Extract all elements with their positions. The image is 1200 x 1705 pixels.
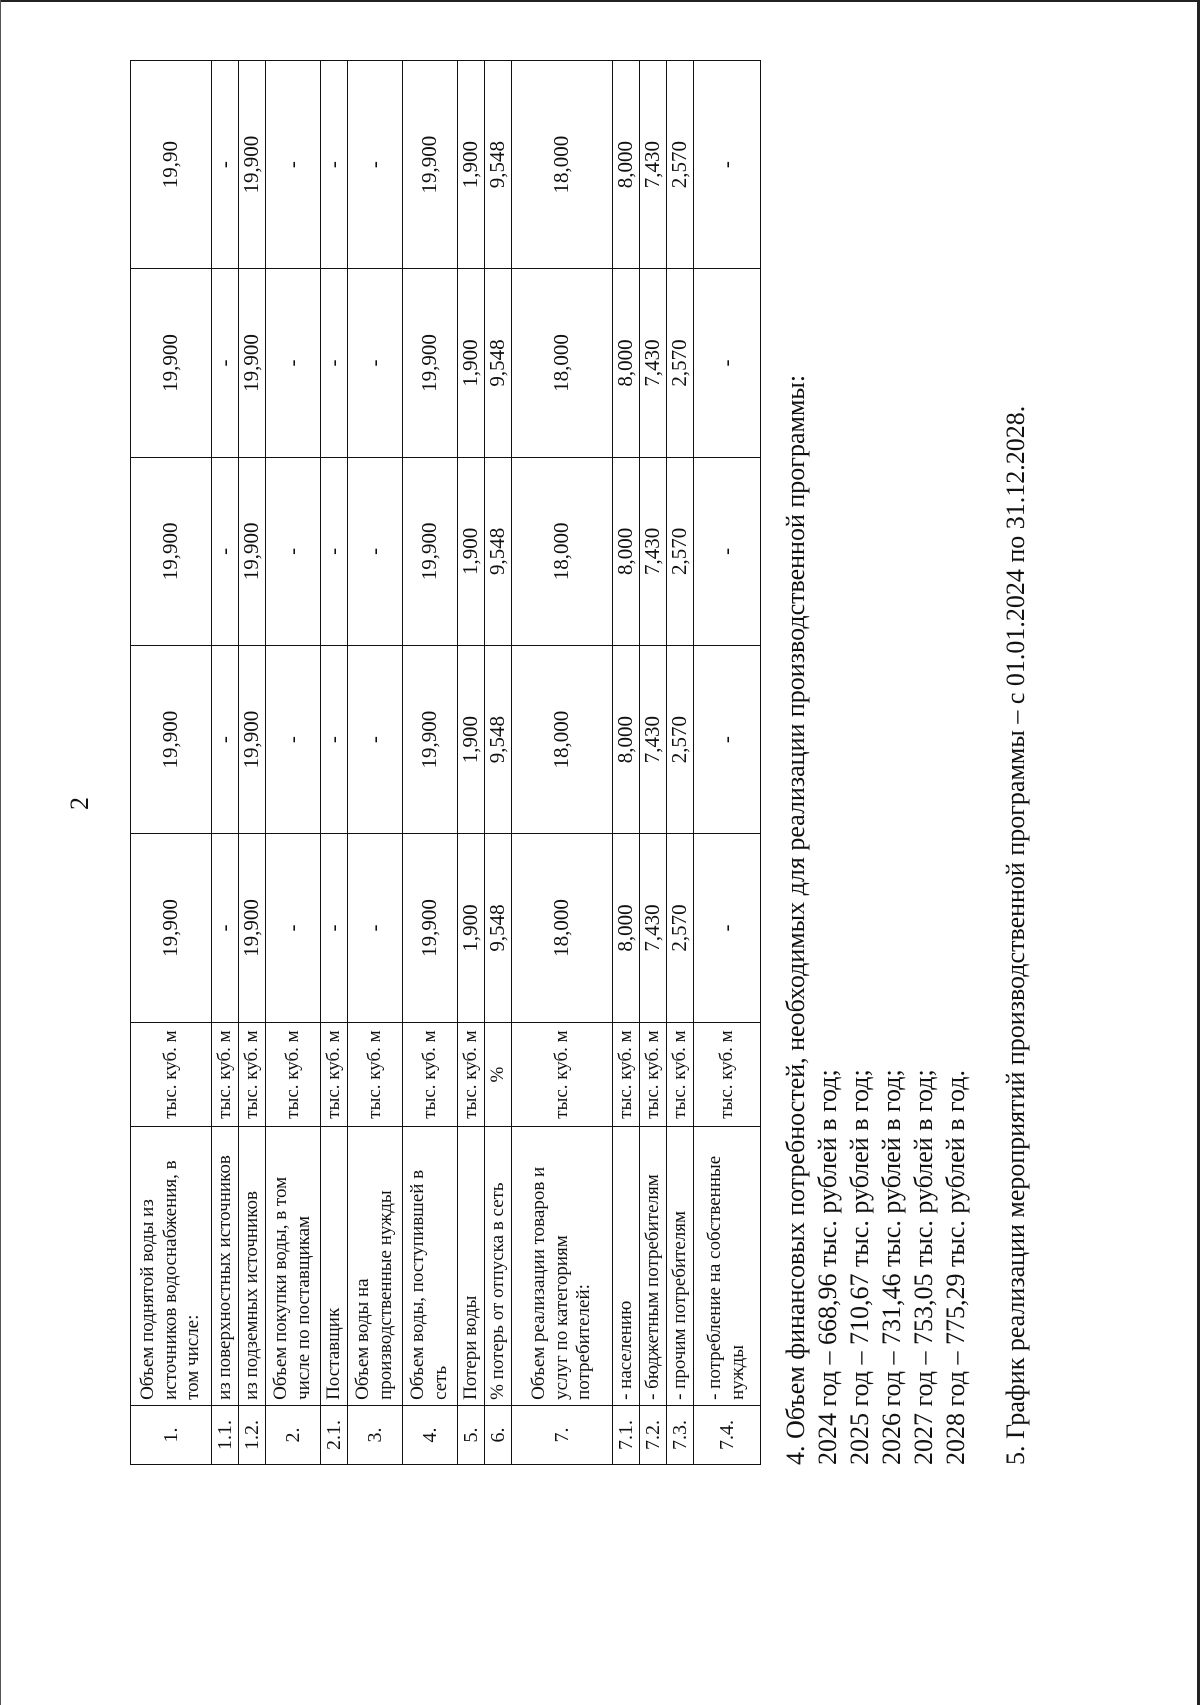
value-cell: -	[212, 269, 239, 457]
value-cell: 9,548	[485, 61, 512, 269]
unit-cell: тыс. куб. м	[640, 1022, 667, 1127]
table-row	[512, 61, 613, 1465]
table-row	[131, 61, 212, 1465]
unit-cell: тыс. куб. м	[212, 1022, 239, 1127]
row-number: 5.	[458, 1405, 485, 1464]
scan-edge-left	[0, 0, 1, 1705]
value-cell: 9,548	[485, 269, 512, 457]
value-cell: -	[321, 269, 348, 457]
table-row	[613, 61, 640, 1465]
value-cell: -	[266, 61, 321, 269]
indicator-name: - бюджетным потребителям	[640, 1127, 667, 1406]
row-number: 2.1.	[321, 1405, 348, 1464]
value-cell: 19,900	[403, 834, 458, 1022]
value-cell: -	[348, 61, 403, 269]
unit-cell: тыс. куб. м	[348, 1022, 403, 1127]
value-cell: 19,900	[131, 457, 212, 645]
value-cell: 8,000	[613, 457, 640, 645]
value-cell: 8,000	[613, 61, 640, 269]
unit-cell: тыс. куб. м	[667, 1022, 694, 1127]
value-cell: 1,900	[458, 645, 485, 833]
section-4-line: 2028 год – 775,29 тыс. рублей в год.	[941, 1070, 970, 1465]
unit-cell: тыс. куб. м	[613, 1022, 640, 1127]
value-cell: -	[348, 834, 403, 1022]
row-number: 7.2.	[640, 1405, 667, 1464]
value-cell: -	[212, 61, 239, 269]
table-row	[667, 61, 694, 1465]
value-cell: 9,548	[485, 645, 512, 833]
indicator-name: - населению	[613, 1127, 640, 1406]
row-number: 7.	[512, 1405, 613, 1464]
value-cell: -	[694, 834, 761, 1022]
unit-cell: тыс. куб. м	[458, 1022, 485, 1127]
value-cell: 18,000	[512, 645, 613, 833]
row-number: 2.	[266, 1405, 321, 1464]
value-cell: 19,900	[239, 61, 266, 269]
table-row	[239, 61, 266, 1465]
value-cell: 7,430	[640, 269, 667, 457]
section-4-line: 2024 год – 668,96 тыс. рублей в год;	[813, 1069, 842, 1465]
indicator-name: Поставщик	[321, 1127, 348, 1406]
value-cell: -	[321, 834, 348, 1022]
value-cell: 18,000	[512, 269, 613, 457]
row-number: 3.	[348, 1405, 403, 1464]
value-cell: -	[694, 645, 761, 833]
value-cell: -	[212, 457, 239, 645]
section-5-text: 5. График реализации мероприятий производственной программы – с 01.01.2024 по 31.12.2028.	[1001, 405, 1030, 1465]
value-cell: -	[321, 457, 348, 645]
unit-cell: тыс. куб. м	[512, 1022, 613, 1127]
value-cell: 1,900	[458, 834, 485, 1022]
value-cell: 19,900	[239, 834, 266, 1022]
value-cell: -	[348, 457, 403, 645]
value-cell: -	[694, 61, 761, 269]
unit-cell: тыс. куб. м	[403, 1022, 458, 1127]
value-cell: 19,900	[239, 457, 266, 645]
value-cell: -	[694, 269, 761, 457]
value-cell: 19,900	[239, 269, 266, 457]
value-cell: 18,000	[512, 61, 613, 269]
unit-cell: %	[485, 1022, 512, 1127]
section-4-line: 2026 год – 731,46 тыс. рублей в год;	[877, 1069, 906, 1465]
value-cell: 1,900	[458, 61, 485, 269]
unit-cell: тыс. куб. м	[131, 1022, 212, 1127]
table-row	[321, 61, 348, 1465]
row-number: 1.1.	[212, 1405, 239, 1464]
indicator-name: Объем покупки воды, в том числе по поставщикам	[266, 1127, 321, 1406]
production-table	[130, 60, 761, 1465]
section-5-schedule	[1000, 406, 1032, 1465]
row-number: 6.	[485, 1405, 512, 1464]
value-cell: -	[266, 834, 321, 1022]
row-number: 7.4.	[694, 1405, 761, 1464]
indicator-name: Объем реализации товаров и услуг по категориям потребителей:	[512, 1127, 613, 1406]
table-row	[458, 61, 485, 1465]
value-cell: 2,570	[667, 61, 694, 269]
value-cell: -	[321, 61, 348, 269]
value-cell: -	[212, 645, 239, 833]
value-cell: -	[348, 269, 403, 457]
indicator-name: Объем поднятой воды из источников водоснабжения, в том числе:	[131, 1127, 212, 1406]
section-4-line: 2027 год – 753,05 тыс. рублей в год;	[909, 1069, 938, 1465]
value-cell: 1,900	[458, 457, 485, 645]
value-cell: -	[266, 269, 321, 457]
value-cell: 19,90	[131, 61, 212, 269]
value-cell: 19,900	[403, 457, 458, 645]
rotated-page-content	[50, 30, 1110, 1680]
table-row	[403, 61, 458, 1465]
section-4-financial-needs	[780, 375, 972, 1465]
page-number: 2	[65, 797, 94, 810]
value-cell: 18,000	[512, 834, 613, 1022]
unit-cell: тыс. куб. м	[694, 1022, 761, 1127]
value-cell: 7,430	[640, 834, 667, 1022]
unit-cell: тыс. куб. м	[321, 1022, 348, 1127]
value-cell: 19,900	[131, 834, 212, 1022]
value-cell: 8,000	[613, 269, 640, 457]
scan-edge-top	[0, 0, 1200, 2]
value-cell: -	[348, 645, 403, 833]
indicator-name: % потерь от отпуска в сеть	[485, 1127, 512, 1406]
value-cell: 8,000	[613, 834, 640, 1022]
row-number: 7.3.	[667, 1405, 694, 1464]
table-row	[640, 61, 667, 1465]
value-cell: 18,000	[512, 457, 613, 645]
indicator-name: - потребление на собственные нужды	[694, 1127, 761, 1406]
value-cell: 7,430	[640, 61, 667, 269]
indicator-name: Объем воды на производственные нужды	[348, 1127, 403, 1406]
table-row	[266, 61, 321, 1465]
value-cell: 9,548	[485, 457, 512, 645]
value-cell: 7,430	[640, 645, 667, 833]
value-cell: -	[694, 457, 761, 645]
table-row	[348, 61, 403, 1465]
indicator-name: Потери воды	[458, 1127, 485, 1406]
value-cell: 2,570	[667, 457, 694, 645]
row-number: 1.	[131, 1405, 212, 1464]
table-row	[212, 61, 239, 1465]
unit-cell: тыс. куб. м	[239, 1022, 266, 1127]
indicator-name: из подземных источников	[239, 1127, 266, 1406]
section-4-line: 2025 год – 710,67 тыс. рублей в год;	[845, 1069, 874, 1465]
value-cell: 1,900	[458, 269, 485, 457]
value-cell: 19,900	[131, 645, 212, 833]
value-cell: -	[266, 645, 321, 833]
value-cell: 2,570	[667, 645, 694, 833]
value-cell: 19,900	[403, 61, 458, 269]
value-cell: 19,900	[403, 645, 458, 833]
value-cell: 9,548	[485, 834, 512, 1022]
row-number: 4.	[403, 1405, 458, 1464]
value-cell: 8,000	[613, 645, 640, 833]
indicator-name: из поверхностных источников	[212, 1127, 239, 1406]
value-cell: 19,900	[239, 645, 266, 833]
unit-cell: тыс. куб. м	[266, 1022, 321, 1127]
value-cell: 7,430	[640, 457, 667, 645]
value-cell: 19,900	[403, 269, 458, 457]
indicator-name: Объем воды, поступившей в сеть	[403, 1127, 458, 1406]
section-4-heading: 4. Объем финансовых потребностей, необходимых для реализации производственной программы:	[781, 374, 810, 1465]
value-cell: 2,570	[667, 269, 694, 457]
row-number: 7.1.	[613, 1405, 640, 1464]
row-number: 1.2.	[239, 1405, 266, 1464]
table-row	[694, 61, 761, 1465]
indicator-name: - прочим потребителям	[667, 1127, 694, 1406]
value-cell: 2,570	[667, 834, 694, 1022]
value-cell: -	[321, 645, 348, 833]
value-cell: -	[266, 457, 321, 645]
table-row	[485, 61, 512, 1465]
value-cell: -	[212, 834, 239, 1022]
value-cell: 19,900	[131, 269, 212, 457]
